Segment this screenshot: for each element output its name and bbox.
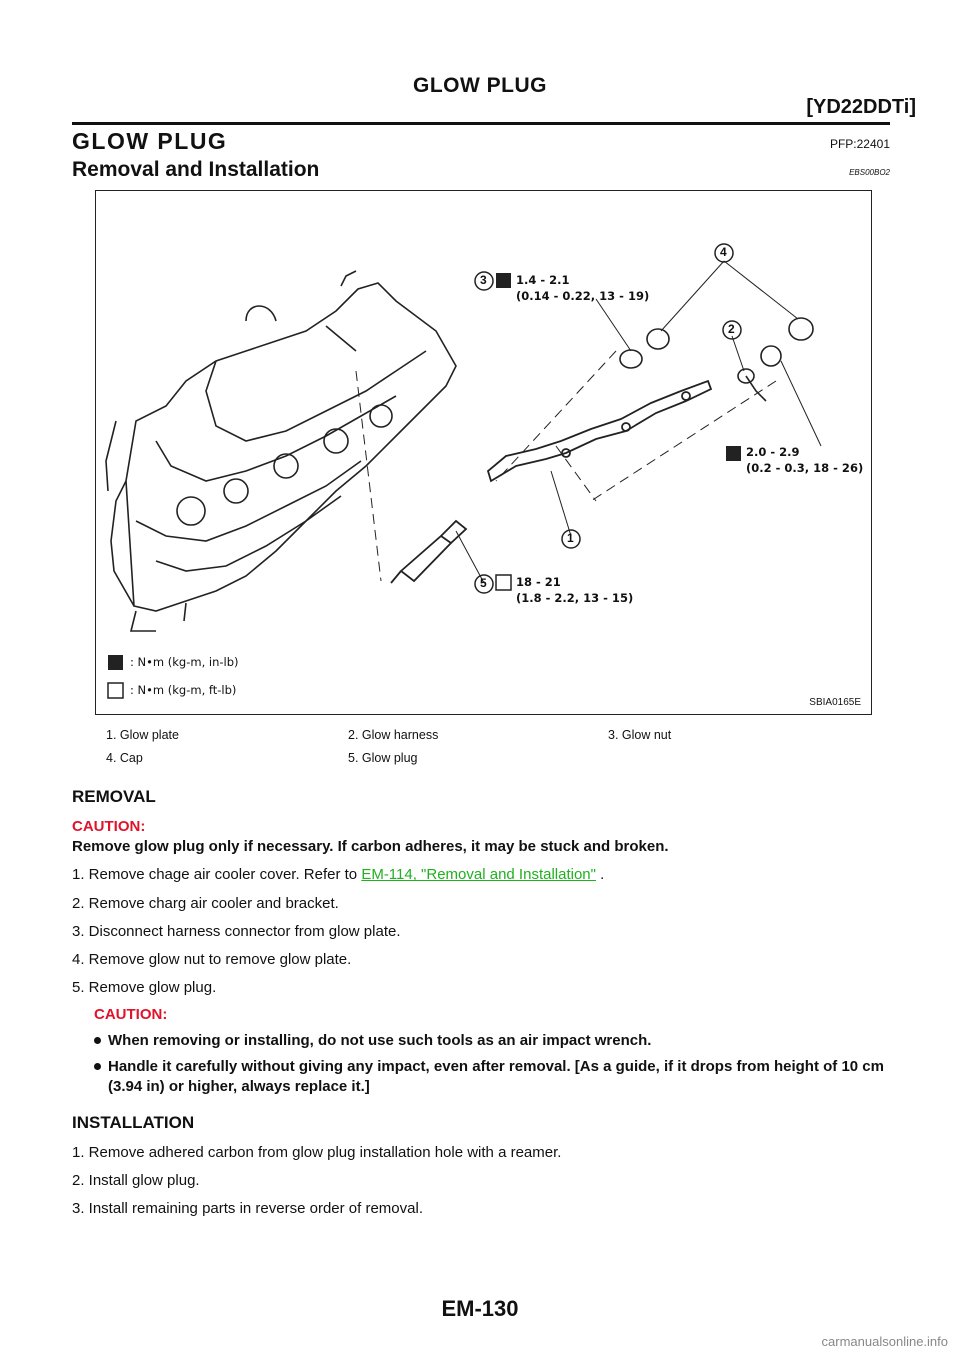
callout-4-number: 4: [720, 245, 727, 259]
page-number: EM-130: [441, 1296, 519, 1321]
legend-item-glow-harness: 2. Glow harness: [348, 728, 439, 742]
callout-3-torque-2: (0.14 - 0.22, 13 - 19): [516, 289, 650, 303]
cylinder-head-drawing: [106, 271, 456, 631]
section-title: GLOW PLUG: [72, 128, 228, 154]
installation-step-1: 1. Remove adhered carbon from glow plug installation hole with a reamer.: [72, 1143, 562, 1161]
callout-2-torque-1: 2.0 - 2.9: [746, 445, 800, 459]
removal-caution2-label: CAUTION:: [94, 1005, 168, 1023]
installation-step-2: 2. Install glow plug.: [72, 1171, 200, 1189]
caution-bullet-1: When removing or installing, do not use such tools as an air impact wrench.: [94, 1031, 890, 1051]
callout-lines: [456, 261, 821, 583]
subsection-title: Removal and Installation: [72, 158, 320, 181]
removal-step-2: 2. Remove charg air cooler and bracket.: [72, 894, 339, 912]
removal-step-1-text: 1. Remove chage air cooler cover. Refer to: [72, 866, 362, 884]
removal-step-3: 3. Disconnect harness connector from glow plate.: [72, 922, 401, 940]
pfp-code: PFP:22401: [829, 137, 890, 151]
legend-item-glow-plug: 5. Glow plug: [348, 751, 418, 765]
header-rule: [72, 122, 890, 125]
installation-step-3: 3. Install remaining parts in reverse order of removal.: [72, 1200, 423, 1218]
unit-legend-ft-lb: : N•m (kg-m, ft-lb): [130, 683, 237, 697]
removal-caution-label: CAUTION:: [72, 817, 146, 835]
removal-caution-text: Remove glow plug only if necessary. If carbon adheres, it may be stuck and broken.: [72, 838, 669, 856]
nut-and-cap-drawing: [620, 318, 813, 401]
legend-item-glow-plate: 1. Glow plate: [106, 728, 179, 742]
callout-5-number: 5: [480, 576, 487, 590]
callout-3-number: 3: [480, 273, 487, 287]
callout-5-torque-2: (1.8 - 2.2, 13 - 15): [516, 591, 634, 605]
removal-step-1: [72, 865, 890, 885]
exploded-view-figure: [95, 190, 872, 715]
callout-2-torque-2: (0.2 - 0.3, 18 - 26): [746, 461, 864, 475]
callout-3-torque-1: 1.4 - 2.1: [516, 273, 570, 287]
figure-code: SBIA0165E: [809, 697, 861, 708]
removal-caution-block: [72, 1005, 890, 1098]
removal-step-1-after: .: [595, 866, 605, 884]
em-114-reference-link[interactable]: EM-114, "Removal and Installation": [361, 866, 596, 884]
torque-wrench-icons: [108, 273, 741, 698]
legend-item-glow-nut: 3. Glow nut: [608, 728, 672, 742]
callout-1-number: 1: [567, 531, 574, 545]
glow-plug-drawing: [391, 521, 466, 583]
watermark: carmanualsonline.info: [821, 1334, 948, 1349]
procedure-content: [72, 786, 890, 1219]
header-title: GLOW PLUG: [413, 74, 547, 97]
callout-5-torque-1: 18 - 21: [516, 575, 561, 589]
callout-2-number: 2: [728, 322, 735, 336]
ebs-code: EBS00BO2: [849, 168, 890, 177]
removal-heading: REMOVAL: [72, 787, 156, 806]
installation-heading: INSTALLATION: [72, 1112, 195, 1132]
glow-plate-drawing: [488, 381, 711, 481]
removal-step-5: 5. Remove glow plug.: [72, 979, 217, 997]
header-engine-code: [YD22DDTi]: [806, 96, 916, 118]
removal-step-4: 4. Remove glow nut to remove glow plate.: [72, 951, 352, 969]
caution-bullet-2: Handle it carefully without giving any impact, even after removal. [As a guide, if it drops from height of 10 cm (3.94 in) or higher, always replace it.]: [94, 1057, 890, 1098]
legend-item-cap: 4. Cap: [106, 751, 143, 765]
unit-legend-in-lb: : N•m (kg-m, in-lb): [130, 655, 239, 669]
